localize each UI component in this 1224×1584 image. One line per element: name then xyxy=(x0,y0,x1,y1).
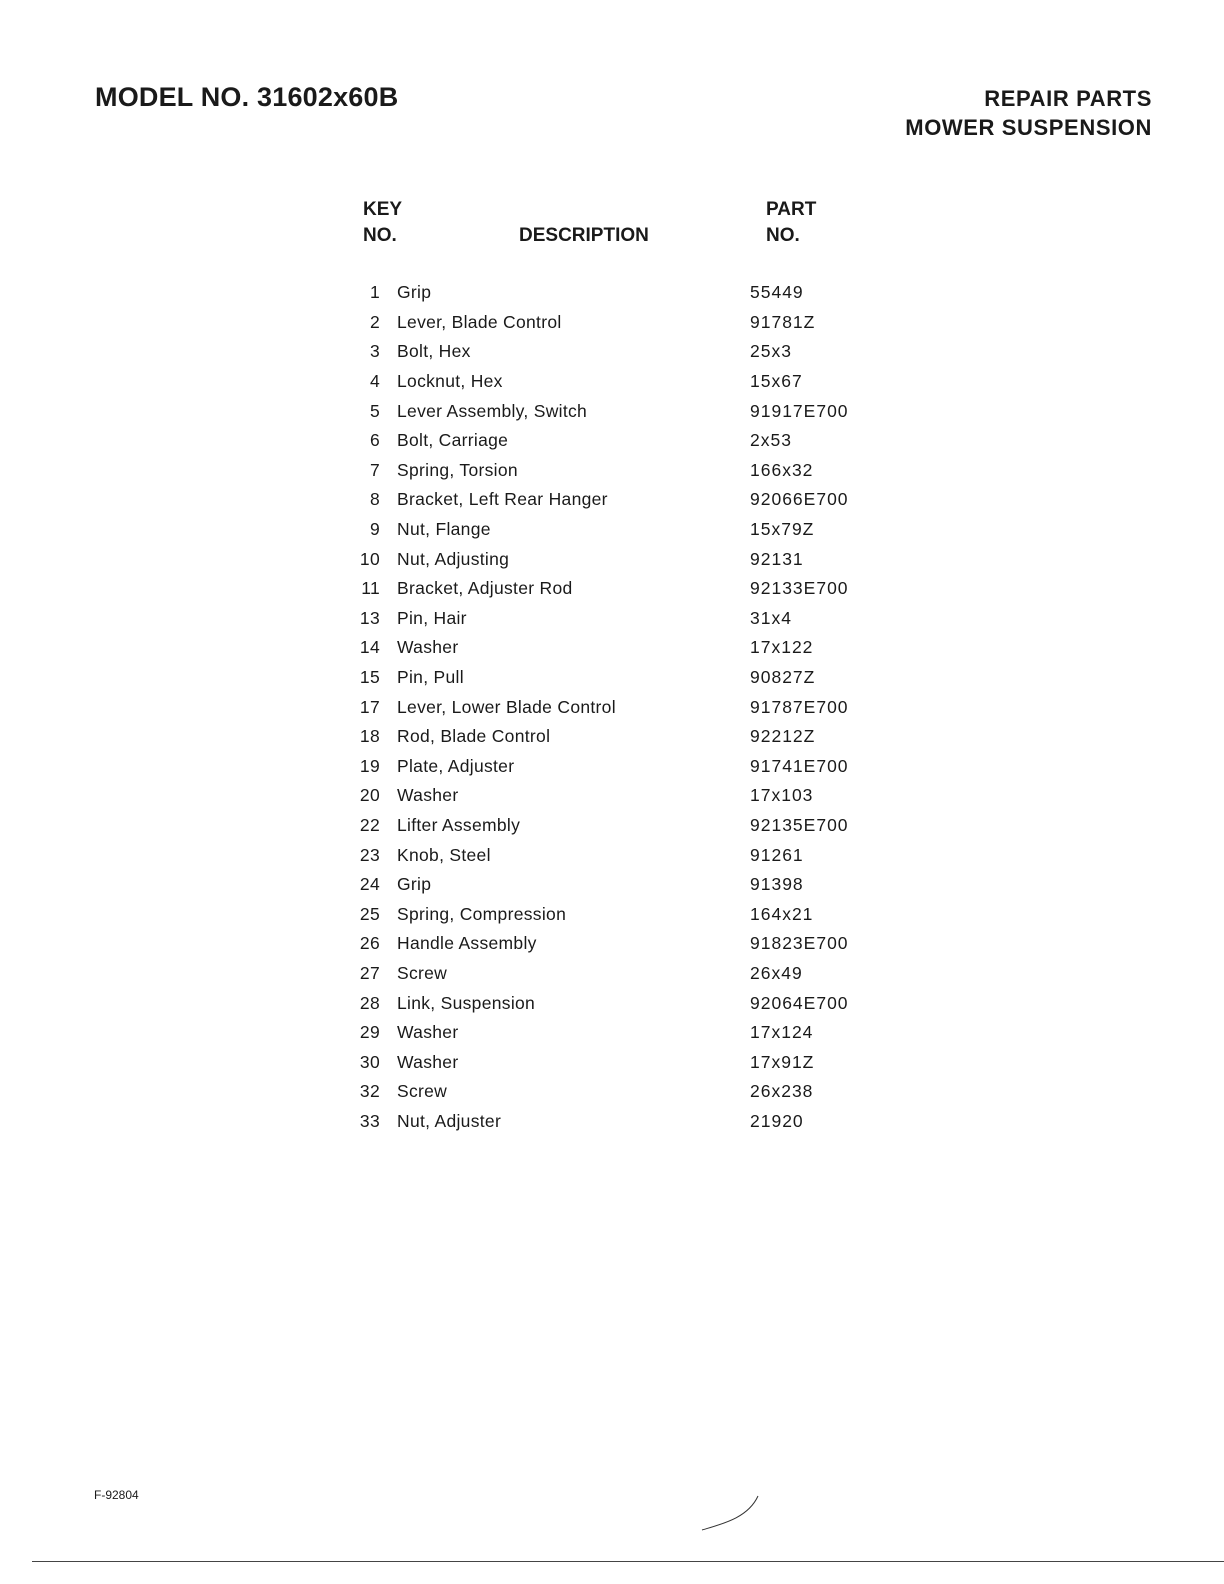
table-row xyxy=(355,633,915,663)
key-number-cell: 25 xyxy=(359,903,380,924)
stray-pen-mark xyxy=(650,1478,770,1538)
part-number-cell: 91741E700 xyxy=(750,755,849,776)
table-row xyxy=(355,1077,915,1107)
description-cell: Nut, Adjusting xyxy=(397,548,510,569)
table-row xyxy=(355,870,915,900)
key-number-cell: 3 xyxy=(369,341,380,362)
description-header: DESCRIPTION xyxy=(519,225,649,246)
table-row xyxy=(355,959,915,989)
description-cell: Spring, Torsion xyxy=(397,459,518,480)
key-number-cell: 14 xyxy=(359,637,380,658)
description-cell: Washer xyxy=(397,1022,459,1043)
part-number-cell: 55449 xyxy=(750,282,804,303)
table-row xyxy=(355,1047,915,1077)
part-number-cell: 17x122 xyxy=(750,637,814,658)
table-row xyxy=(355,1107,915,1137)
section-title-line-1: REPAIR PARTS xyxy=(984,86,1152,111)
key-number-cell: 29 xyxy=(359,1022,380,1043)
table-row xyxy=(355,988,915,1018)
description-cell: Lever Assembly, Switch xyxy=(397,400,588,421)
part-number-cell: 31x4 xyxy=(750,607,792,628)
key-number-cell: 10 xyxy=(359,548,380,569)
key-header-line-1: KEY xyxy=(363,199,403,220)
key-number-cell: 13 xyxy=(359,607,380,628)
part-number-cell: 15x79Z xyxy=(750,519,815,540)
key-number-cell: 20 xyxy=(359,785,380,806)
part-header-line-1: PART xyxy=(766,199,817,220)
part-number-cell: 92212Z xyxy=(750,726,816,747)
key-number-cell: 26 xyxy=(359,933,380,954)
part-header-line-2: NO. xyxy=(766,225,800,246)
description-cell: Lifter Assembly xyxy=(397,814,521,835)
table-row xyxy=(355,426,915,456)
description-cell: Spring, Compression xyxy=(397,903,567,924)
table-row xyxy=(355,278,915,308)
table-row xyxy=(355,515,915,545)
bottom-rule xyxy=(32,1561,1224,1562)
description-cell: Grip xyxy=(397,282,432,303)
part-number-cell: 91917E700 xyxy=(750,400,849,421)
key-number-cell: 8 xyxy=(369,489,380,510)
part-number-cell: 164x21 xyxy=(750,903,814,924)
description-cell: Washer xyxy=(397,1051,459,1072)
table-row xyxy=(355,456,915,486)
description-cell: Nut, Flange xyxy=(397,519,491,540)
table-row xyxy=(355,781,915,811)
key-number-cell: 32 xyxy=(359,1081,380,1102)
table-row xyxy=(355,1018,915,1048)
table-row xyxy=(355,692,915,722)
key-number-cell: 9 xyxy=(369,519,380,540)
part-number-cell: 17x91Z xyxy=(750,1051,815,1072)
part-number-cell: 17x124 xyxy=(750,1022,814,1043)
table-row xyxy=(355,544,915,574)
part-number-cell: 26x238 xyxy=(750,1081,814,1102)
key-number-cell: 1 xyxy=(369,282,380,303)
part-number-cell: 92064E700 xyxy=(750,992,849,1013)
part-number-cell: 91261 xyxy=(750,844,804,865)
part-number-cell: 92066E700 xyxy=(750,489,849,510)
description-cell: Nut, Adjuster xyxy=(397,1110,502,1131)
part-number-cell: 92131 xyxy=(750,548,804,569)
description-cell: Bracket, Adjuster Rod xyxy=(397,578,573,599)
table-row xyxy=(355,929,915,959)
key-number-cell: 7 xyxy=(369,459,380,480)
parts-table xyxy=(355,278,915,1136)
description-cell: Locknut, Hex xyxy=(397,371,503,392)
table-row xyxy=(355,574,915,604)
part-number-cell: 2x53 xyxy=(750,430,792,451)
key-number-cell: 28 xyxy=(359,992,380,1013)
table-row xyxy=(355,811,915,841)
description-cell: Rod, Blade Control xyxy=(397,726,551,747)
key-number-cell: 18 xyxy=(359,726,380,747)
form-number: F-92804 xyxy=(94,1488,139,1502)
description-cell: Lever, Lower Blade Control xyxy=(397,696,616,717)
part-number-cell: 91781Z xyxy=(750,311,816,332)
description-cell: Bolt, Carriage xyxy=(397,430,509,451)
part-number-cell: 25x3 xyxy=(750,341,792,362)
key-number-header xyxy=(363,197,402,249)
key-number-cell: 30 xyxy=(359,1051,380,1072)
part-number-cell: 26x49 xyxy=(750,962,803,983)
part-number-cell: 90827Z xyxy=(750,667,816,688)
description-cell: Plate, Adjuster xyxy=(397,755,515,776)
table-row xyxy=(355,337,915,367)
part-number-cell: 17x103 xyxy=(750,785,814,806)
table-row xyxy=(355,663,915,693)
key-number-cell: 17 xyxy=(359,696,380,717)
key-number-cell: 23 xyxy=(359,844,380,865)
table-row xyxy=(355,485,915,515)
part-number-cell: 166x32 xyxy=(750,459,814,480)
key-number-cell: 22 xyxy=(359,814,380,835)
table-row xyxy=(355,308,915,338)
key-header-line-2: NO. xyxy=(363,225,397,246)
table-row xyxy=(355,604,915,634)
part-number-header xyxy=(766,197,816,249)
description-cell: Washer xyxy=(397,637,459,658)
description-cell: Link, Suspension xyxy=(397,992,536,1013)
description-cell: Handle Assembly xyxy=(397,933,537,954)
description-cell: Pin, Hair xyxy=(397,607,467,628)
key-number-cell: 6 xyxy=(369,430,380,451)
key-number-cell: 5 xyxy=(369,400,380,421)
key-number-cell: 27 xyxy=(359,962,380,983)
description-cell: Bolt, Hex xyxy=(397,341,471,362)
section-title xyxy=(905,84,1152,142)
key-number-cell: 11 xyxy=(361,578,380,599)
key-number-cell: 24 xyxy=(359,874,380,895)
key-number-cell: 2 xyxy=(369,311,380,332)
table-row xyxy=(355,752,915,782)
part-number-cell: 91787E700 xyxy=(750,696,849,717)
model-number-title: MODEL NO. 31602x60B xyxy=(95,82,399,112)
table-row xyxy=(355,722,915,752)
key-number-cell: 19 xyxy=(359,755,380,776)
table-row xyxy=(355,396,915,426)
part-number-cell: 15x67 xyxy=(750,371,803,392)
description-cell: Knob, Steel xyxy=(397,844,491,865)
description-cell: Lever, Blade Control xyxy=(397,311,562,332)
table-row xyxy=(355,899,915,929)
table-row xyxy=(355,367,915,397)
part-number-cell: 92135E700 xyxy=(750,814,849,835)
description-cell: Grip xyxy=(397,874,432,895)
part-number-cell: 21920 xyxy=(750,1110,804,1131)
key-number-cell: 33 xyxy=(359,1110,380,1131)
key-number-cell: 15 xyxy=(359,667,380,688)
part-number-cell: 91823E700 xyxy=(750,933,849,954)
part-number-cell: 92133E700 xyxy=(750,578,849,599)
description-cell: Screw xyxy=(397,1081,448,1102)
part-number-cell: 91398 xyxy=(750,874,804,895)
key-number-cell: 4 xyxy=(369,371,380,392)
description-cell: Bracket, Left Rear Hanger xyxy=(397,489,608,510)
description-cell: Pin, Pull xyxy=(397,667,464,688)
description-cell: Washer xyxy=(397,785,459,806)
description-cell: Screw xyxy=(397,962,448,983)
section-title-line-2: MOWER SUSPENSION xyxy=(905,115,1152,140)
table-row xyxy=(355,840,915,870)
